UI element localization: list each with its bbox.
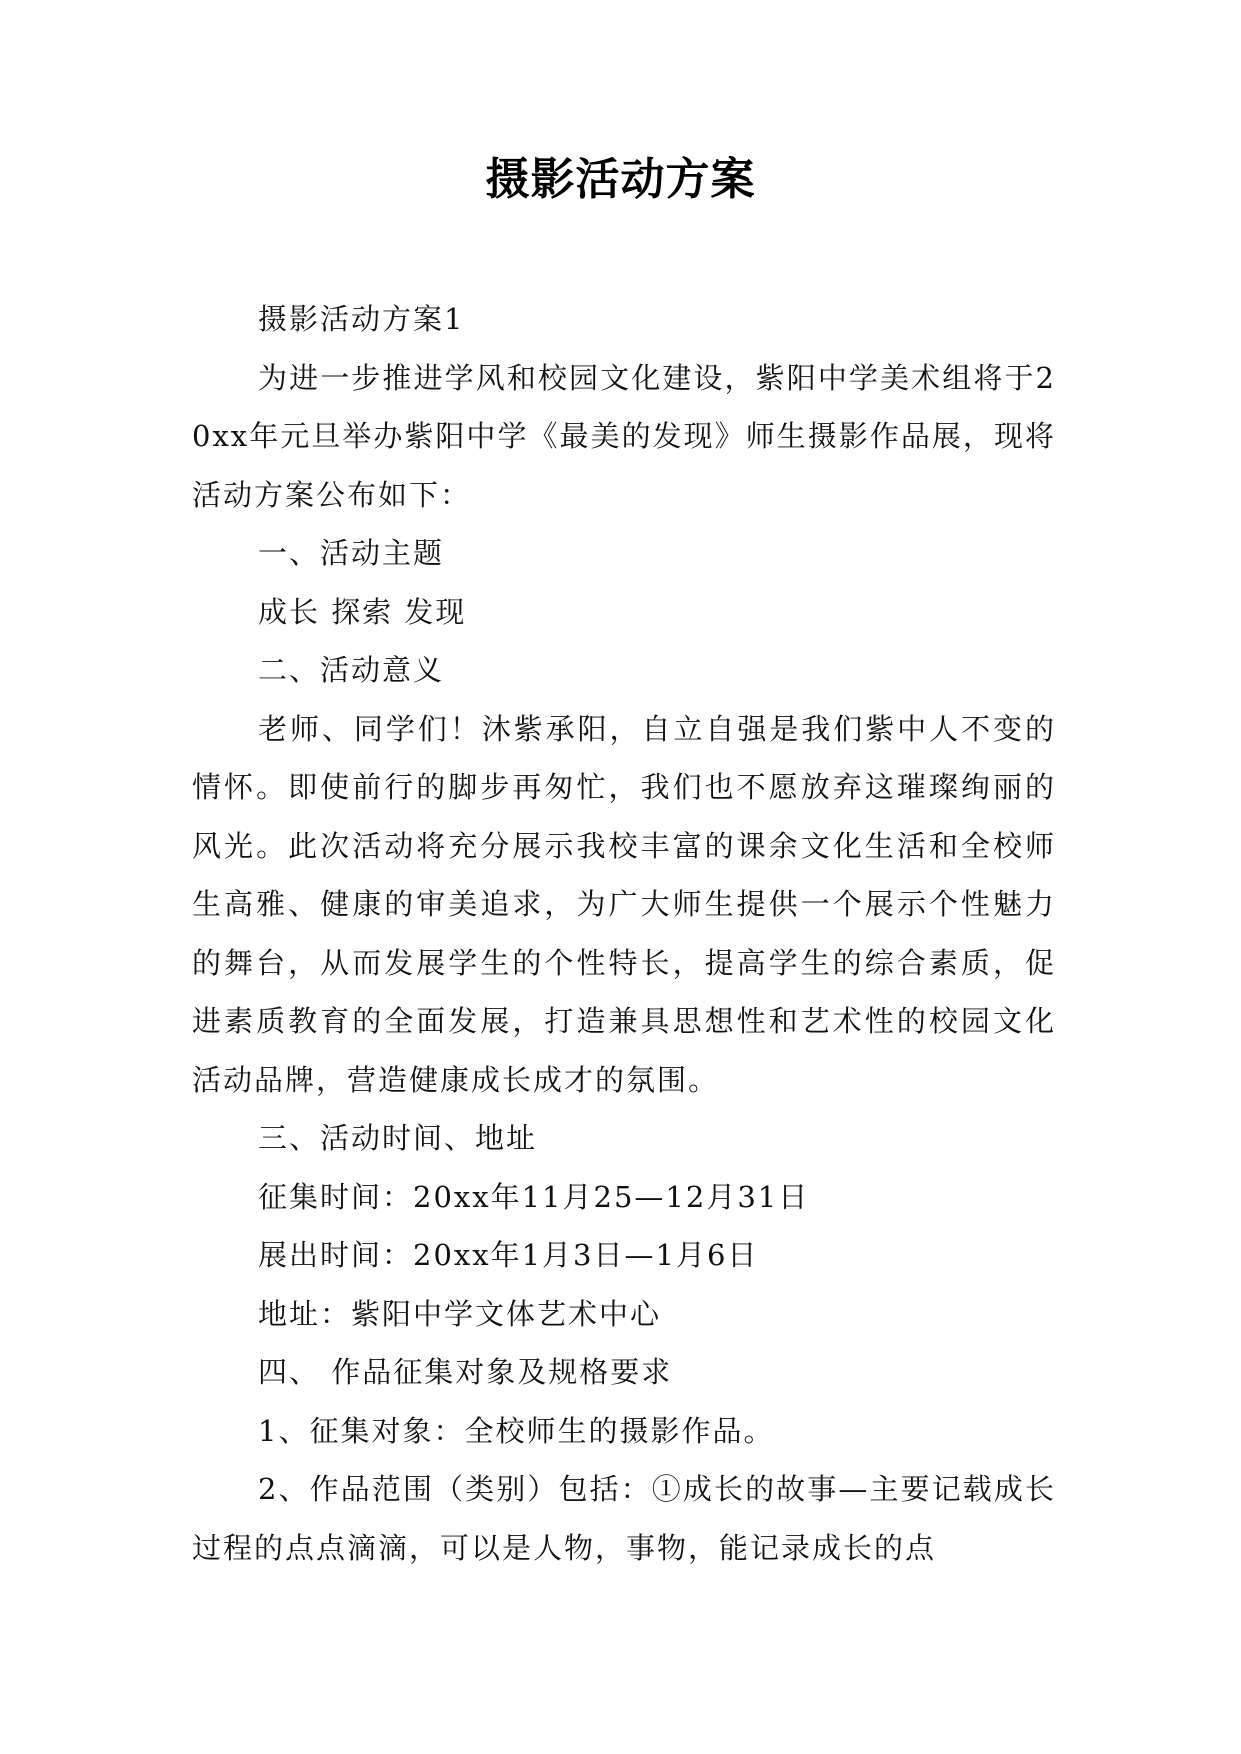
- paragraph-theme-text: 成长 探索 发现: [258, 594, 467, 629]
- paragraph-exhibition-time: 展出时间：20xx年1月3日—1月6日: [258, 1238, 759, 1272]
- paragraph-intro: 为进一步推进学风和校园文化建设，紫阳中学美术组将于20xx年元旦举办紫阳中学《最美的发现》师生摄影作品展，现将活动方案公布如下：: [192, 360, 1056, 512]
- paragraph-heading-time-place: 三、活动时间、地址: [258, 1121, 538, 1155]
- paragraph-address: 地址：紫阳中学文体艺术中心: [258, 1296, 662, 1331]
- paragraph-collection-target: 1、征集对象：全校师生的摄影作品。: [258, 1413, 775, 1448]
- paragraph-heading-requirements: 四、 作品征集对象及规格要求: [258, 1355, 673, 1389]
- paragraph-section-heading: 摄影活动方案1: [258, 302, 465, 336]
- paragraph-heading-theme: 一、活动主题: [258, 536, 445, 570]
- paragraph-collection-time: 征集时间：20xx年11月25—12月31日: [258, 1179, 810, 1214]
- paragraph-heading-significance: 二、活动意义: [258, 653, 445, 687]
- paragraph-work-scope: 2、作品范围（类别）包括：①成长的故事—主要记载成长过程的点点滴滴，可以是人物，事物，能记录成长的点: [192, 1472, 1056, 1565]
- document-title: 摄影活动方案: [485, 154, 756, 205]
- document-body: [192, 290, 1056, 1577]
- paragraph-significance-text: 老师、同学们！沐紫承阳，自立自强是我们紫中人不变的情怀。即使前行的脚步再匆忙，我们也不愿放弃这璀璨绚丽的风光。此次活动将充分展示我校丰富的课余文化生活和全校师生高雅、健康的审美追求，为广大师生提供一个展示个性魅力的舞台，从而发展学生的个性特长，提高学生的综合素质，促进素质教育的全面发展，打造兼具思想性和艺术性的校园文化活动品牌，营造健康成长成才的氛围。: [192, 711, 1056, 1097]
